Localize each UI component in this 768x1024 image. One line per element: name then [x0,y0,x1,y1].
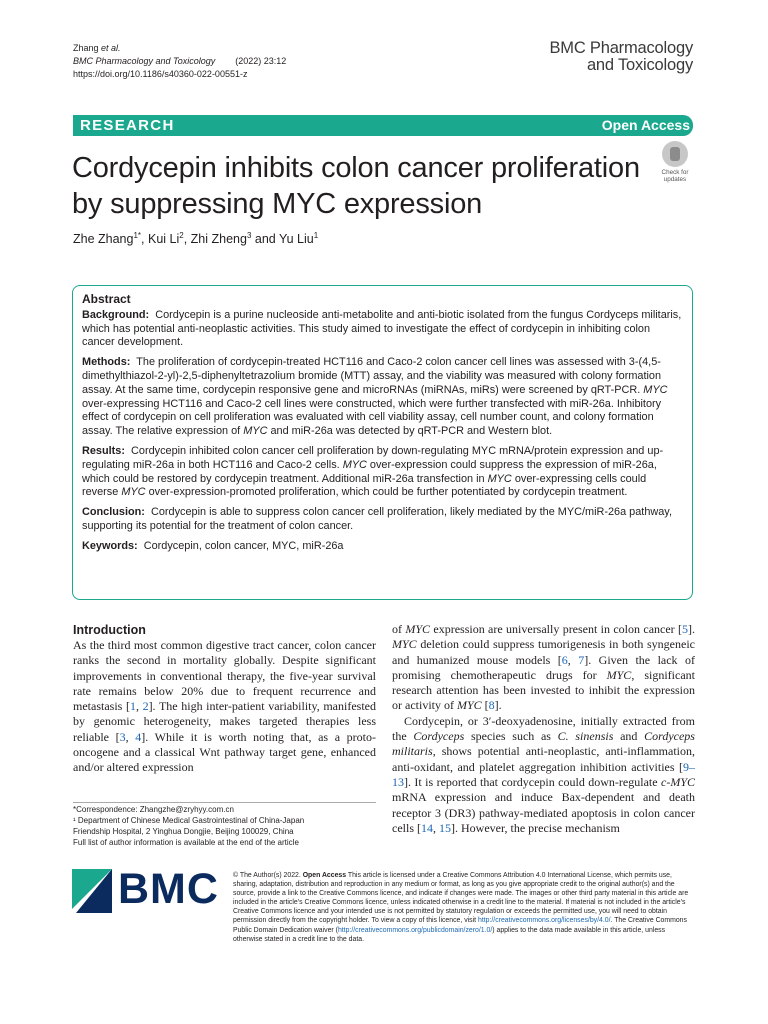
abstract-conclusion: Conclusion: Cordycepin is able to suppress colon cancer cell proliferation, likely mediated by the MYC/miR-26a pathway, supporting its potential for the treatment of colon cancer. [82,506,672,532]
abstract-keywords: Keywords: Cordycepin, colon cancer, MYC, miR-26a [82,539,344,552]
author[interactable]: Zhi Zheng [190,232,247,247]
citation-link[interactable]: 4 [135,729,142,744]
body-left-column [73,622,376,776]
public-domain-link[interactable]: http://creativecommons.org/publicdomain/zero/1.0/ [337,926,493,934]
meta-journal: BMC Pharmacology and Toxicology (2022) 23:12 [73,56,287,66]
footnotes [73,804,376,848]
body-paragraph: of MYC expression are universally present in colon cancer [5]. MYC deletion could suppress tumorigenesis in both syngeneic and humanized mouse models [6, 7]. Given the lack of promising chemotherapeutic drugs for MYC, significant research attention has been invested to inhibit the expression or activity of MYC [8]. [392,622,696,713]
article-title: Cordycepin inhibits colon cancer proliferation by suppressing MYC expression [72,152,640,220]
citation-link[interactable]: 5 [682,622,689,636]
meta-authors: Zhang et al. [73,43,121,53]
open-access-label: Open Access [601,117,690,133]
introduction-heading: Introduction [73,623,146,637]
license-link[interactable]: http://creativecommons.org/licenses/by/4.0/ [477,917,611,925]
journal-logo: BMC Pharmacology and Toxicology [549,39,693,74]
citation-link[interactable]: 1 [129,699,136,714]
abstract-methods: Methods: The proliferation of cordycepin-treated HCT116 and Caco-2 colon cancer cell lines was assessed with 3-(4,5-dimethylthiazol-2-yl)-2,5-diphenyltetrazolium bromide (MTT) assay, and the viability was measured with colony formation assay. At the same time, cordycepin responsive gene and microRNAs (miRNAs, miRs) were screened by qRT-PCR. MYC over-expressing HCT116 and Caco-2 cell lines were constructed, which were further transfected with miR-26a. Inhibitory effect of cordycepin on cell proliferation was evaluated with cell viability assay, cell number count, and colony formation assay. The relative expression of MYC and miR-26a was detected by qRT-PCR and Western blot. [82,356,668,438]
bmc-logo-text: BMC [118,865,219,913]
author[interactable]: Yu Liu [278,232,314,247]
footnote-divider [73,802,376,803]
citation-link[interactable]: 9–13 [392,759,695,789]
citation-link[interactable]: 14 [421,820,433,835]
citation-link[interactable]: 8 [488,698,495,713]
citation-link[interactable]: 15 [439,820,451,835]
abstract [82,293,684,560]
affiliation: ¹ Department of Chinese Medical Gastrointestinal of China-Japan [73,816,305,825]
citation-link[interactable]: 7 [578,652,585,667]
abstract-results: Results: Cordycepin inhibited colon cancer cell proliferation by down-regulating MYC mRNA/protein expression and up-regulating miR-26a in both HCT116 and Caco-2 cells. MYC over-expression could suppress the expression of miR-26a, which could be restored by cordycepin treatment. Additional miR-26a transfection in MYC over-expressing cells could reverse MYC over-expression-promoted proliferation, which could be further potentiated by cordycepin treatment. [82,444,664,499]
article-meta [73,42,286,81]
license-notice: © The Author(s) 2022. Open Access This article is licensed under a Creative Commons Attribution 4.0 International License, which permits use, sharing, adaptation, distribution and reproduction in any medium or format, as long as you give appropriate credit to the original author(s) and the source, provide a link to the Creative Commons licence, and indicate if changes were made. The images or other third party material in this article are included in the article’s Creative Commons licence, unless indicated otherwise in a credit line to the material. If material is not included in the article’s Creative Commons licence and your intended use is not permitted by statutory regulation or exceeds the permitted use, you will need to obtain permission directly from the copyright holder. To view a copy of this licence, visit http://creativecommons.org/licenses/by/4.0/. The Creative Commons Public Domain Dedication waiver (http://creativecommons.org/publicdomain/zero/1.0/) applies to the data made available in this article, unless otherwise stated in a credit line to the data. [233,872,689,943]
body-paragraph: Cordycepin, or 3′-deoxyadenosine, initially extracted from the Cordyceps species such as C. sinensis and Cordyceps militaris, shows potential anti-neoplastic, anti-inflammation, anti-oxidant, and platelet aggregation inhibition activities [9–13]. It is reported that cordycepin could down-regulate c-MYC mRNA expression and induce Bax-dependent and death receptor 3 (DR3) pathway-mediated apoptosis in colon cancer cells [14, 15]. However, the precise mechanism [392,713,695,835]
check-for-updates-badge[interactable]: Check for updates [655,141,695,183]
check-updates-icon [662,141,688,167]
abstract-background: Background: Cordycepin is a purine nucleoside anti-metabolite and anti-biotic isolated from the fungus Cordyceps militaris, which has potential anti-neoplastic activities. This study aimed to investigate the effect of cordycepin in inhibiting colon cancer development. [82,308,682,349]
body-paragraph: As the third most common digestive tract cancer, colon cancer ranks the second in mortality globally. Despite significant improvements in conventional therapy, the five-year survival rate remains below 20% due to frequent recurrence and metastasis [1, 2]. The high inter-patient variability, manifested by genomic heterogeneity, makes targeted therapies less reliable [3, 4]. While it is worth noting that, as a proto-oncogene and a classical Wnt pathway target gene, enhanced and/or altered expression [73,638,377,775]
citation-link[interactable]: 3 [119,729,126,744]
meta-doi[interactable]: https://doi.org/10.1186/s40360-022-00551-z [73,69,248,79]
correspondence: *Correspondence: Zhangzhe@zryhyy.com.cn [73,805,234,814]
citation-link[interactable]: 6 [561,652,568,667]
citation-link[interactable]: 2 [142,699,149,714]
abstract-heading: Abstract [82,292,131,306]
author[interactable]: Zhe Zhang [73,232,134,247]
affiliation-cont: Friendship Hospital, 2 Yinghua Dongjie, Beijing 100029, China [73,827,294,836]
author-list: Zhe Zhang$^{1*}$, Kui Li$^2$, Zhi Zheng$^3$ and Yu Liu$^1$ [73,231,319,247]
full-list-note: Full list of author information is available at the end of the article [73,838,299,847]
article-type-label: RESEARCH [80,117,175,134]
body-right-column [392,622,695,836]
author[interactable]: Kui Li [147,232,180,247]
